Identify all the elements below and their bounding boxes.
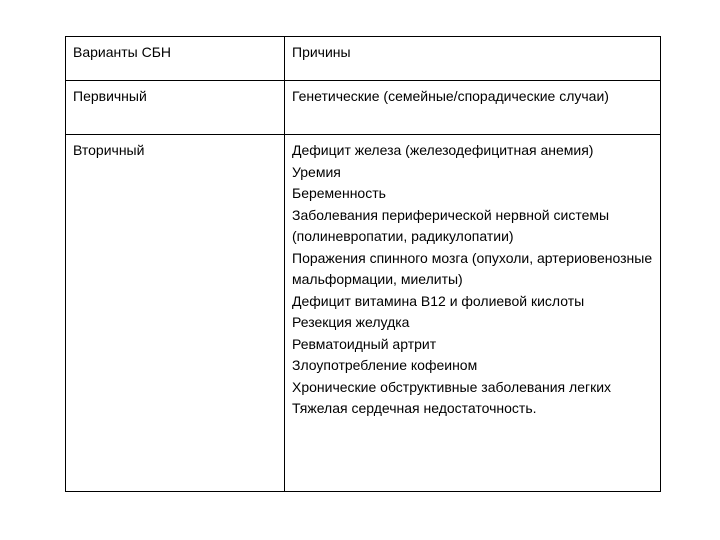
cause-item: Дефицит железа (железодефицитная анемия) (292, 142, 594, 158)
cause-item: Злоупотребление кофеином (292, 357, 478, 373)
primary-variant-cell: Первичный (66, 81, 285, 135)
cause-item: Беременность (292, 185, 386, 201)
header-cause-cell: Причины (285, 37, 661, 81)
primary-cause-cell: Генетические (семейные/спорадические случаи) (285, 81, 661, 135)
secondary-variant-cell: Вторичный (66, 135, 285, 492)
cause-item: (полиневропатии, радикулопатии) (292, 228, 514, 244)
cause-item: Тяжелая сердечная недостаточность. (292, 400, 537, 416)
cause-item: Заболевания периферической нервной системы (292, 206, 610, 223)
table-row-secondary (66, 135, 661, 492)
secondary-causes-cell (285, 135, 661, 492)
table-row-primary (66, 81, 661, 135)
cause-item: Ревматоидный артрит (292, 335, 437, 352)
cause-item: Уремия (292, 163, 341, 180)
cause-item: Хронические обструктивные заболевания легких (292, 378, 612, 395)
causes-table (65, 36, 661, 492)
cause-item: Резекция желудка (292, 314, 410, 330)
cause-item: Дефицит витамина В12 и фолиевой кислоты (292, 292, 585, 309)
table-header-row (66, 37, 661, 81)
cause-item: Поражения спинного мозга (опухоли, артериовенозные мальформации, миелиты) (292, 249, 653, 287)
header-variant-cell: Варианты СБН (66, 37, 285, 81)
